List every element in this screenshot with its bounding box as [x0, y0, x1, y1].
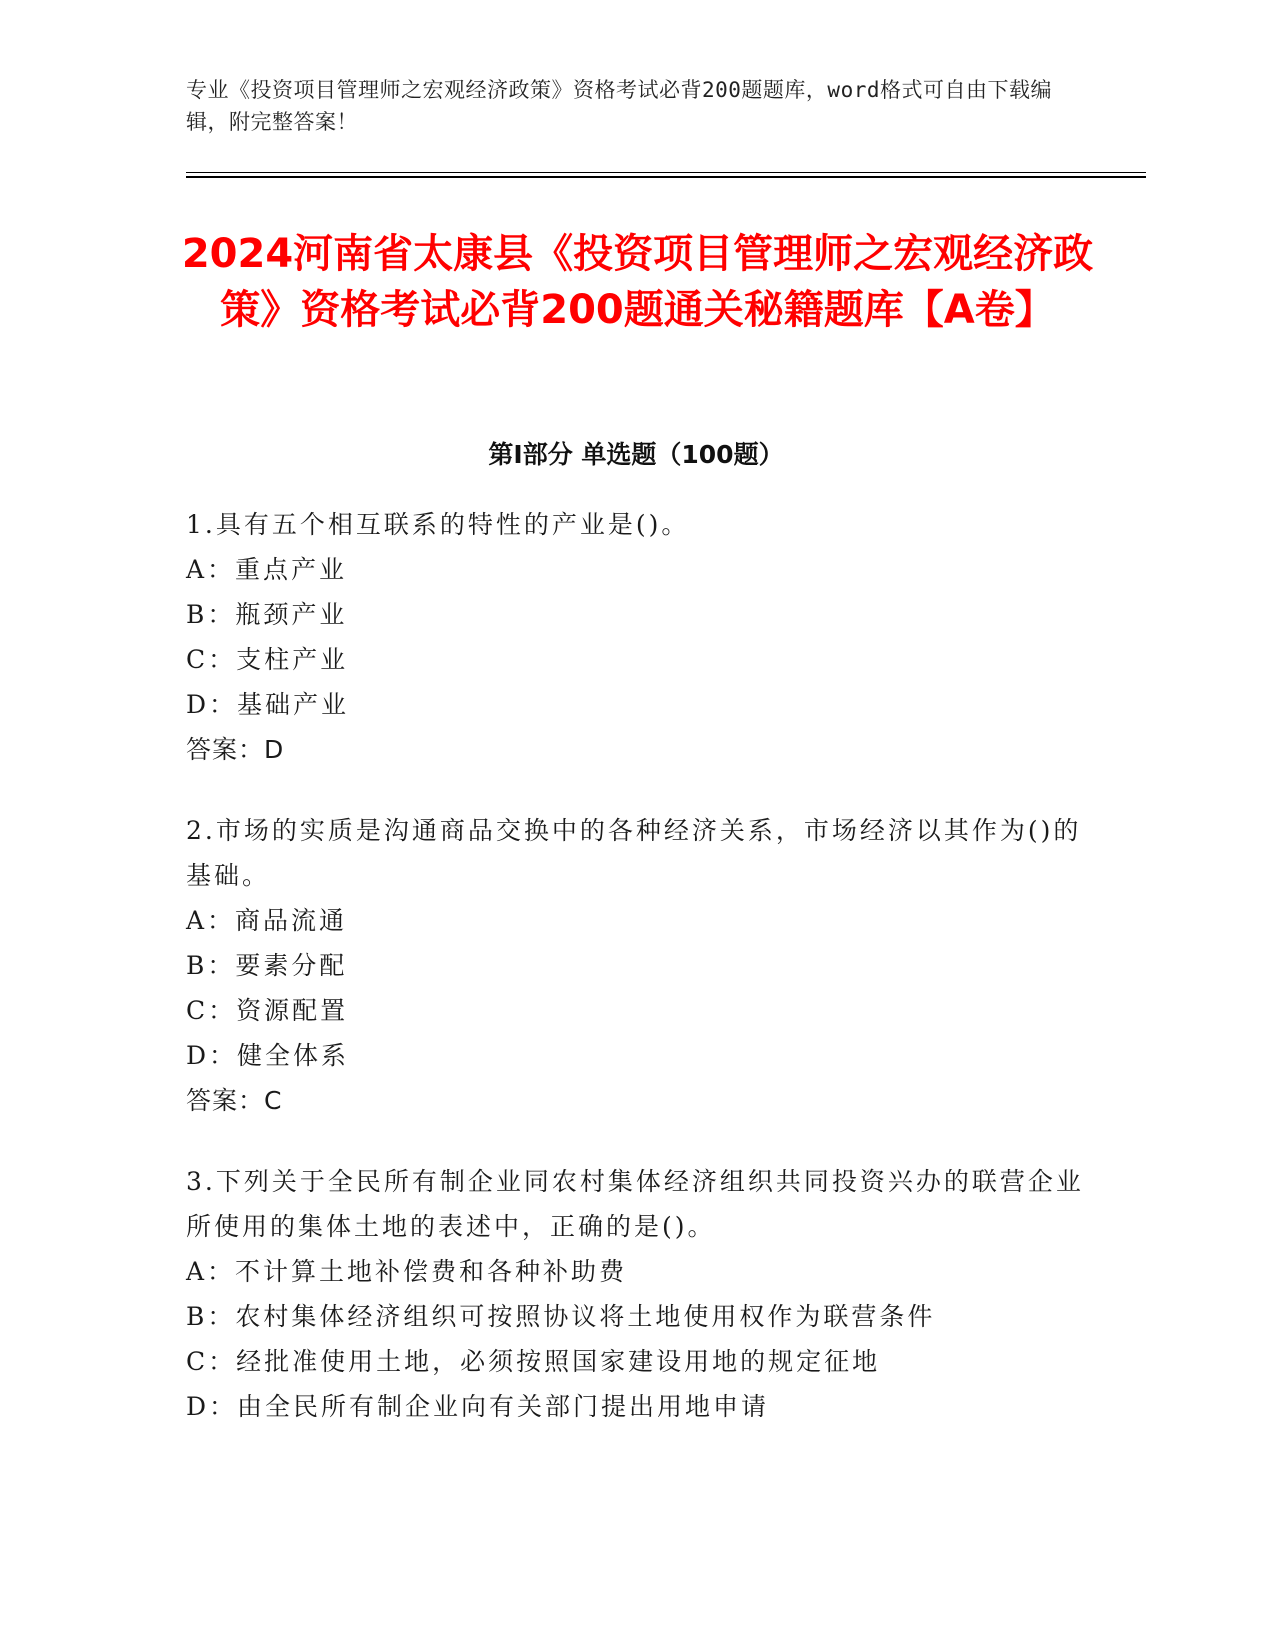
answer: 答案：D [186, 735, 285, 764]
option-d: D：基础产业 [186, 690, 350, 719]
document-title: 2024河南省太康县《投资项目管理师之宏观经济政策》资格考试必背200题通关秘籍题库【A卷】 [181, 231, 1094, 333]
option-d: D：健全体系 [186, 1041, 350, 1070]
option-a: A：商品流通 [186, 906, 348, 935]
header-note: 专业《投资项目管理师之宏观经济政策》资格考试必背200题题库，word格式可自由下载编辑，附完整答案！ [186, 78, 1052, 134]
question-3 [186, 1159, 1086, 1429]
question-1 [186, 502, 1086, 772]
option-d: D：由全民所有制企业向有关部门提出用地申请 [186, 1392, 770, 1421]
section-title: 第I部分 单选题（100题） [488, 440, 784, 469]
header-divider-thick [186, 176, 1146, 178]
option-b: B：要素分配 [186, 951, 348, 980]
question-stem: 2.市场的实质是沟通商品交换中的各种经济关系，市场经济以其作为()的基础。 [186, 816, 1082, 890]
question-stem: 3.下列关于全民所有制企业同农村集体经济组织共同投资兴办的联营企业所使用的集体土地的表述中，正确的是()。 [186, 1167, 1084, 1241]
option-b: B：农村集体经济组织可按照协议将土地使用权作为联营条件 [186, 1302, 936, 1331]
answer: 答案：C [186, 1086, 283, 1115]
option-c: C：资源配置 [186, 996, 349, 1025]
option-c: C：支柱产业 [186, 645, 349, 674]
question-2 [186, 808, 1086, 1123]
header-divider-thin [186, 172, 1146, 173]
question-stem: 1.具有五个相互联系的特性的产业是()。 [186, 510, 690, 539]
option-a: A：重点产业 [186, 555, 348, 584]
option-c: C：经批准使用土地，必须按照国家建设用地的规定征地 [186, 1347, 881, 1376]
option-a: A：不计算土地补偿费和各种补助费 [186, 1257, 628, 1286]
option-b: B：瓶颈产业 [186, 600, 348, 629]
